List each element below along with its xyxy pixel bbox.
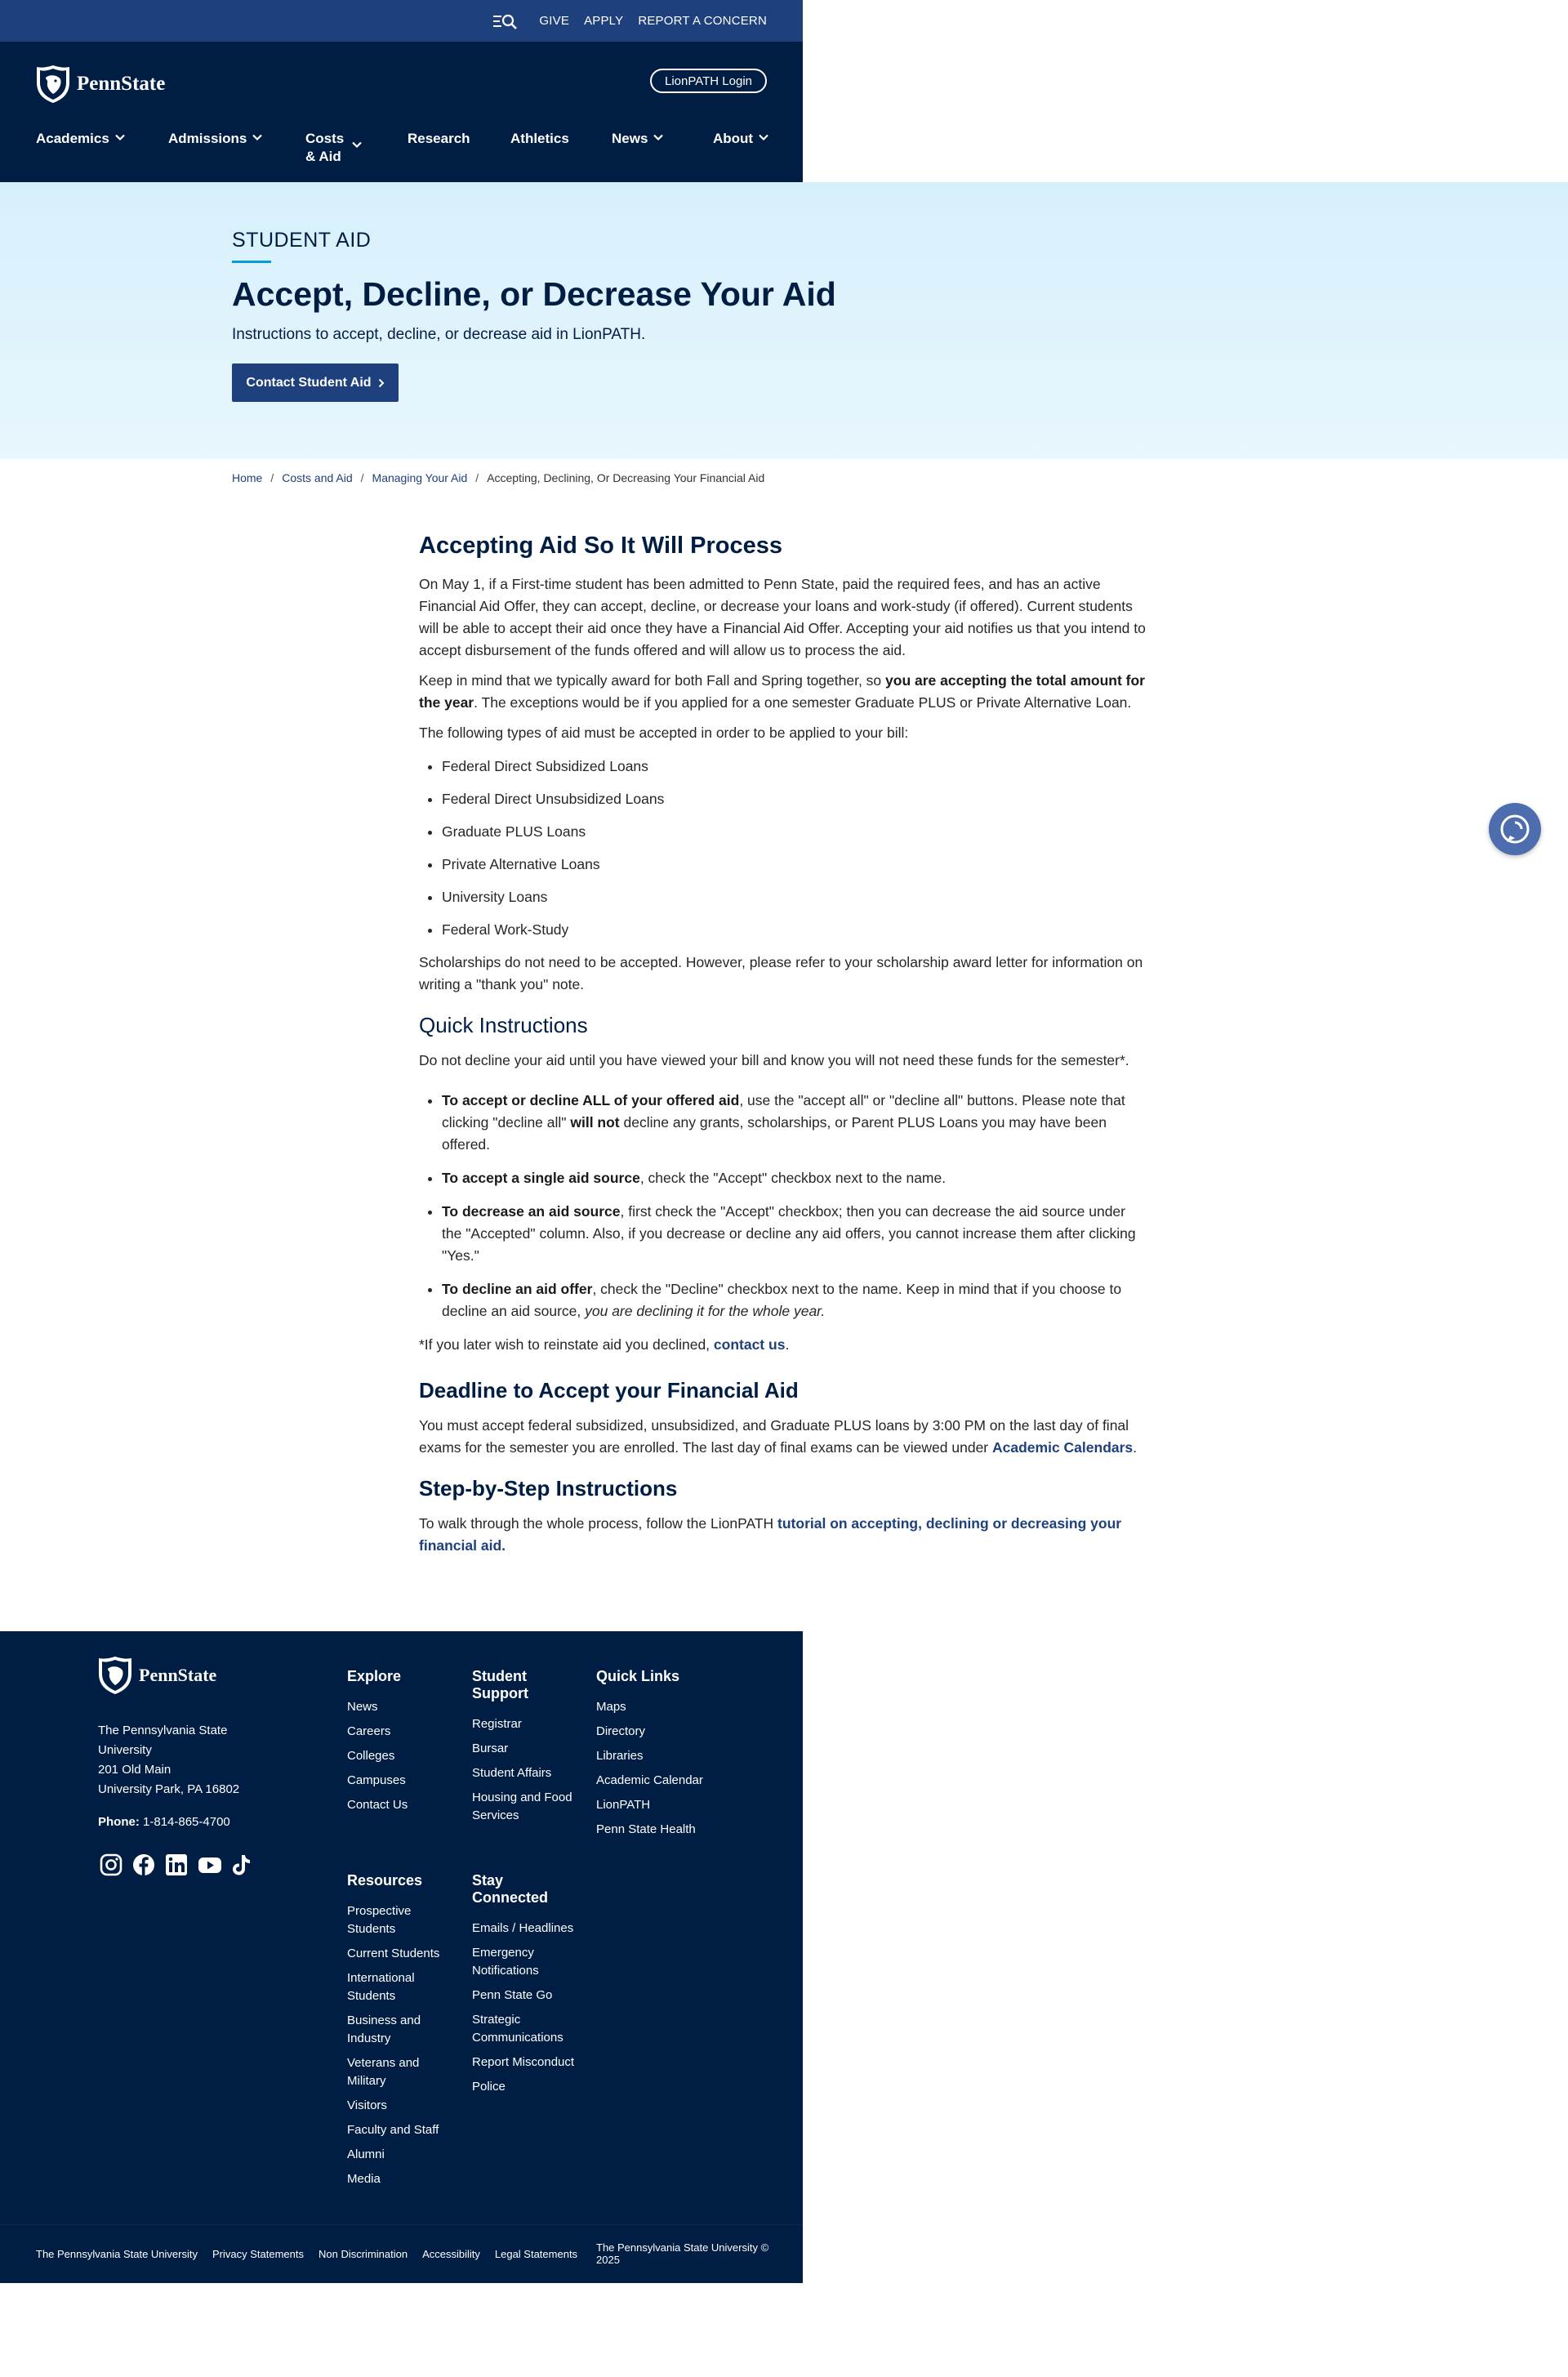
breadcrumb-current: Accepting, Declining, Or Decreasing Your Financial Aid (487, 471, 765, 484)
logo-wordmark: PennState (77, 73, 166, 95)
nav-label: News (612, 131, 648, 146)
footer-link[interactable]: Current Students (347, 1947, 440, 1960)
nav-label: Admissions (168, 131, 247, 146)
main-header (0, 42, 803, 182)
paragraph-reinstate (419, 1334, 1149, 1356)
text: , first check the "Accept" checkbox; then you can decrease the aid source under the "Accepted" column. Also, if you decrease or decline any aid offers, you cannot increase them after clicking "Yes." (442, 1203, 1136, 1264)
breadcrumb (232, 471, 764, 484)
heading-quick-instructions: Quick Instructions (419, 1013, 588, 1037)
text: To walk through the whole process, follow the LionPATH (419, 1515, 778, 1532)
academic-calendars-link[interactable]: Academic Calendars (992, 1439, 1134, 1456)
footer-col-resources (347, 1872, 445, 2195)
logo-wordmark: PennState (139, 1665, 217, 1685)
chevron-down-icon (115, 132, 125, 142)
list-item: • Federal Direct Unsubsidized Loans (442, 788, 1149, 810)
main-content (419, 529, 1149, 1565)
footer-col-quick-links (596, 1668, 710, 1845)
list-item: • Graduate PLUS Loans (442, 821, 1149, 843)
footer-col-explore (347, 1668, 461, 1821)
cta-label: Contact Student Aid (246, 375, 372, 390)
text: *If you later wish to reinstate aid you declined, (419, 1336, 714, 1353)
list-item: • University Loans (442, 886, 1149, 908)
chevron-down-icon (352, 140, 362, 149)
instruction-lead: To accept or decline ALL of your offered aid (442, 1092, 740, 1108)
aid-types-list (442, 756, 1149, 941)
paragraph-fall-spring (419, 670, 1149, 714)
instruction-lead: To decrease an aid source (442, 1203, 621, 1220)
list-item (442, 1167, 1149, 1189)
emphasis-total-amount: you are accepting the total amount for the year (419, 672, 1145, 711)
legal-link[interactable]: The Pennsylvania State University (36, 2248, 198, 2260)
footer-link[interactable]: Business and Industry (347, 2014, 421, 2045)
legal-link[interactable]: Privacy Statements (212, 2248, 304, 2260)
footer-link[interactable]: Libraries (596, 1749, 644, 1763)
search-menu-icon[interactable] (493, 12, 518, 30)
utility-nav (493, 0, 767, 42)
footer-link[interactable]: Strategic Communications (472, 2013, 564, 2045)
list-item: • Federal Direct Subsidized Loans (442, 756, 1149, 778)
address-line: The Pennsylvania State University (98, 1724, 228, 1757)
footer-link[interactable]: Maps (596, 1700, 626, 1714)
copyright: The Pennsylvania State University © 2025 (596, 2241, 769, 2266)
instagram-icon[interactable] (100, 1853, 122, 1876)
footer-col-title: Quick Links (596, 1668, 680, 1684)
footer-col-stay-connected (472, 1872, 578, 2103)
paragraph-deadline (419, 1415, 1149, 1459)
text: , check the "Decline" checkbox next to the name. Keep in mind that if you choose to decline an aid source, (442, 1281, 1122, 1319)
nav-news[interactable] (612, 130, 713, 166)
tiktok-icon[interactable] (230, 1853, 253, 1876)
footer-link[interactable]: Colleges (347, 1749, 395, 1763)
footer-link[interactable]: Student Affairs (472, 1766, 552, 1780)
legal-link[interactable]: Legal Statements (494, 2248, 578, 2260)
report-concern-link[interactable]: REPORT A CONCERN (638, 14, 767, 28)
nittany-lion-shield-icon (98, 1656, 132, 1695)
footer-link[interactable]: Faculty and Staff (347, 2123, 439, 2137)
footer-link[interactable]: International Students (347, 1971, 415, 2003)
text: . (785, 1336, 790, 1353)
footer-phone (98, 1815, 230, 1829)
youtube-icon[interactable] (198, 1853, 220, 1876)
legal-links (36, 2248, 577, 2260)
nav-admissions[interactable] (168, 130, 305, 166)
hero-content (232, 229, 836, 402)
footer-address (98, 1721, 261, 1799)
footer-link[interactable]: Veterans and Military (347, 2056, 420, 2088)
paragraph-scholarships: Scholarships do not need to be accepted. However, please refer to your scholarship award letter for information on writing a "thank you" note. (419, 954, 1143, 992)
text: , use the "accept all" or "decline all" buttons. Please note that clicking "decline all" (442, 1092, 1125, 1131)
utility-bar (0, 0, 803, 42)
footer-link[interactable]: Visitors (347, 2098, 387, 2112)
nittany-lion-shield-icon (36, 65, 70, 104)
chevron-down-icon (759, 132, 768, 142)
address-line: University Park, PA 16802 (98, 1782, 240, 1796)
main-nav (36, 130, 778, 166)
chevron-down-icon (653, 132, 663, 142)
heading-step-by-step: Step-by-Step Instructions (419, 1476, 678, 1501)
footer-link[interactable]: Report Misconduct (472, 2055, 575, 2069)
address-line: 201 Old Main (98, 1763, 172, 1777)
nav-costs-aid[interactable] (305, 130, 408, 166)
hero-eyebrow: STUDENT AID (232, 229, 372, 252)
paragraph-do-not-decline: Do not decline your aid until you have viewed your bill and know you will not need these funds for the semester*. (419, 1052, 1129, 1068)
instruction-lead: To decline an aid offer (442, 1281, 593, 1297)
footer-col-title: Stay Connected (472, 1872, 549, 1906)
linkedin-icon[interactable] (165, 1853, 188, 1876)
nav-label: Athletics (510, 131, 569, 146)
footer-link[interactable]: Campuses (347, 1773, 406, 1787)
footer-link[interactable]: Media (347, 2172, 381, 2186)
hero-divider (232, 261, 271, 263)
footer-bottom-bar (0, 2224, 803, 2283)
nav-label: Research (408, 131, 470, 146)
chevron-down-icon (252, 132, 262, 142)
site-footer (0, 1631, 803, 2224)
chevron-right-icon (378, 378, 385, 388)
chat-button[interactable] (1489, 803, 1541, 855)
text: You must accept federal subsidized, unsubsidized, and Graduate PLUS loans by 3:00 PM on the last day of final exams for the semester you are enrolled. The last day of final exams can be viewed under (419, 1417, 1129, 1456)
paragraph-tutorial (419, 1513, 1149, 1557)
footer-link[interactable]: Emails / Headlines (472, 1921, 574, 1935)
breadcrumb-separator: / (270, 471, 274, 484)
nav-label: Academics (36, 131, 109, 146)
footer-link[interactable]: Contact Us (347, 1798, 408, 1812)
nav-academics[interactable] (36, 130, 168, 166)
hero-subtitle: Instructions to accept, decline, or decrease aid in LionPATH. (232, 326, 646, 343)
footer-link[interactable]: LionPATH (596, 1798, 651, 1812)
footer-link[interactable]: Directory (596, 1724, 646, 1738)
text: . The exceptions would be if you applied for a one semester Graduate PLUS or Private Alternative Loan. (474, 694, 1132, 711)
quick-instructions-list (442, 1090, 1149, 1322)
list-item (442, 1090, 1149, 1156)
text: decline any grants, scholarships, or Parent PLUS Loans you may have been offered. (442, 1114, 1107, 1153)
heading-accepting-aid: Accepting Aid So It Will Process (419, 533, 783, 559)
text: , check the "Accept" checkbox next to the name. (639, 1170, 947, 1186)
text: . (1133, 1439, 1138, 1456)
contact-us-link[interactable]: contact us (713, 1336, 786, 1353)
social-links (100, 1853, 253, 1876)
emphasis-whole-year: you are declining it for the whole year. (585, 1303, 826, 1319)
footer-link[interactable]: Emergency Notifications (472, 1946, 539, 1978)
nav-label: About (713, 131, 754, 146)
breadcrumb-costs-and-aid[interactable]: Costs and Aid (282, 471, 353, 484)
paragraph-may-1: On May 1, if a First-time student has been admitted to Penn State, paid the required fees, and has an active Financial Aid Offer, they can accept, decline, or decrease your loans and work-study (if offered). Current students will be able to accept their aid once they have a Financial Aid Offer. Accepting your aid notifies us that you intend to accept disbursement of the funds offered and will allow us to process the aid. (419, 576, 1146, 658)
breadcrumb-managing-your-aid[interactable]: Managing Your Aid (372, 471, 468, 484)
footer-link[interactable]: Registrar (472, 1717, 522, 1731)
footer-link[interactable]: Police (472, 2080, 506, 2094)
paragraph-aid-types-intro: The following types of aid must be accepted in order to be applied to your bill: (419, 725, 909, 741)
nav-athletics[interactable] (510, 130, 612, 166)
instruction-lead: To accept a single aid source (442, 1170, 640, 1186)
apply-link[interactable]: APPLY (584, 14, 624, 28)
legal-link[interactable]: Non Discrimination (318, 2248, 408, 2260)
heading-deadline: Deadline to Accept your Financial Aid (419, 1378, 799, 1403)
footer-link[interactable]: Bursar (472, 1741, 509, 1755)
nav-about[interactable] (713, 130, 778, 166)
chat-bubble-icon (1497, 811, 1533, 847)
nav-label: Costs & Aid (305, 131, 345, 164)
hero-banner (0, 182, 1568, 459)
footer-link[interactable]: Prospective Students (347, 1904, 412, 1936)
pennstate-logo[interactable] (36, 65, 165, 104)
nav-research[interactable] (408, 130, 510, 166)
phone-number[interactable]: 1-814-865-4700 (143, 1815, 230, 1829)
list-item (442, 1201, 1149, 1267)
footer-col-title: Explore (347, 1668, 402, 1684)
footer-link[interactable]: Alumni (347, 2147, 385, 2161)
lionpath-login-button[interactable]: LionPATH Login (650, 69, 767, 93)
footer-link[interactable]: Penn State Health (596, 1822, 696, 1836)
contact-student-aid-button[interactable] (232, 363, 399, 402)
facebook-icon[interactable] (132, 1853, 155, 1876)
emphasis: will not (570, 1114, 620, 1131)
list-item: • Private Alternative Loans (442, 854, 1149, 876)
text: Keep in mind that we typically award for both Fall and Spring together, so (419, 672, 886, 689)
footer-link[interactable]: News (347, 1700, 378, 1714)
phone-label: Phone: (98, 1815, 140, 1829)
breadcrumb-separator: / (360, 471, 364, 484)
list-item (442, 1278, 1149, 1322)
footer-link[interactable]: Penn State Go (472, 1988, 553, 2002)
footer-link[interactable]: Housing and Food Services (472, 1791, 572, 1822)
list-item: • Federal Work-Study (442, 919, 1149, 941)
tutorial-link[interactable]: tutorial on accepting, declining or decreasing your financial aid. (419, 1515, 1122, 1554)
breadcrumb-home[interactable]: Home (232, 471, 263, 484)
breadcrumb-separator: / (475, 471, 479, 484)
footer-link[interactable]: Academic Calendar (596, 1773, 703, 1787)
legal-link[interactable]: Accessibility (422, 2248, 480, 2260)
footer-logo[interactable] (98, 1656, 216, 1695)
footer-col-title: Resources (347, 1872, 423, 1889)
page-title: Accept, Decline, or Decrease Your Aid (232, 275, 836, 313)
footer-link[interactable]: Careers (347, 1724, 391, 1738)
footer-col-title: Student Support (472, 1668, 528, 1701)
give-link[interactable]: GIVE (539, 14, 570, 28)
footer-col-student-support (472, 1668, 578, 1831)
